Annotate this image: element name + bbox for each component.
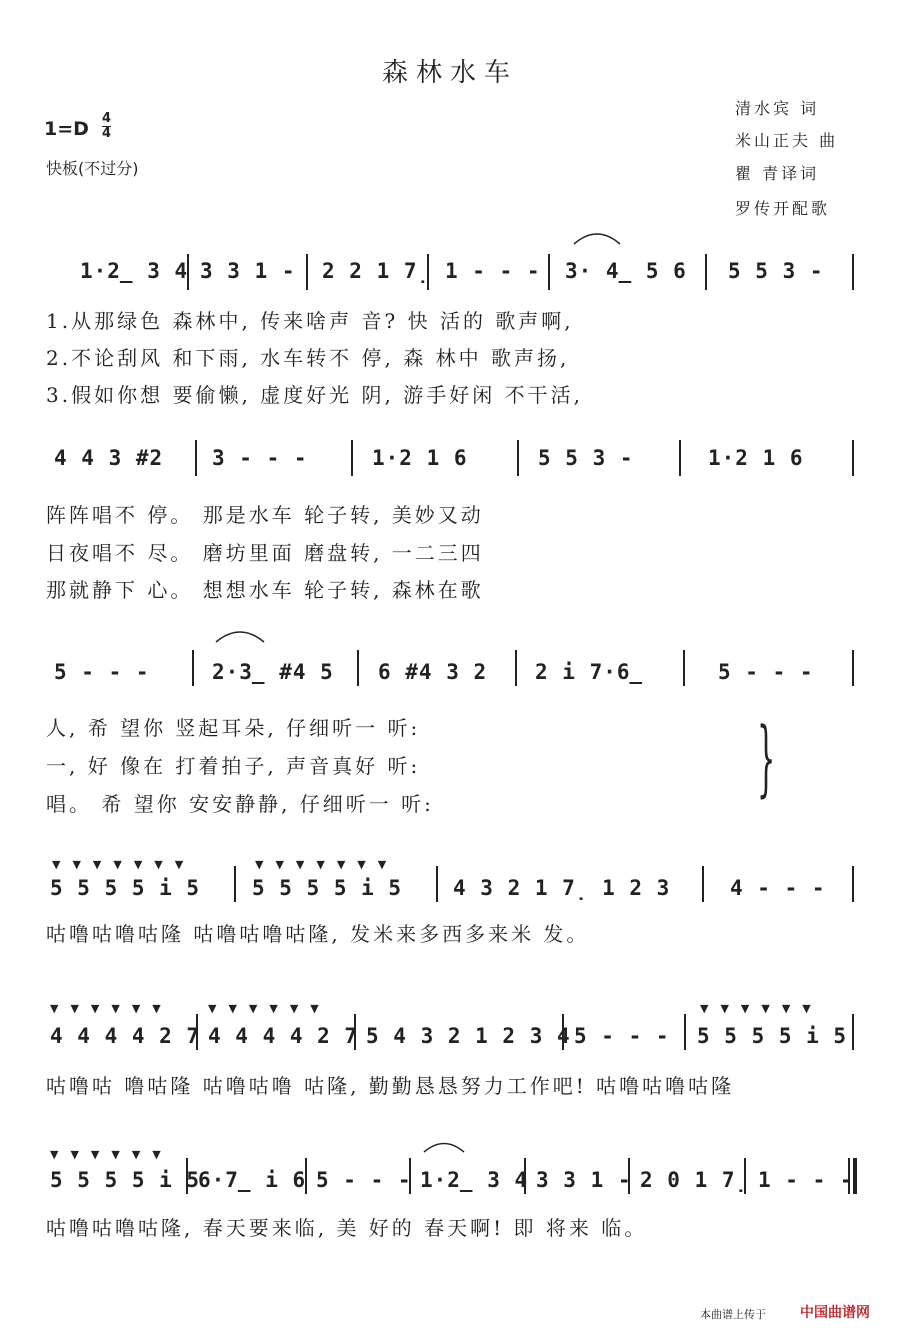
measure: 6·7̲ i 6 xyxy=(198,1168,307,1192)
measure: 1·2̲ 3 4 xyxy=(420,1168,529,1192)
measure: 4 4 4 4 2 7 xyxy=(208,1024,359,1048)
measure: 3 3 1 - xyxy=(200,259,296,283)
lyric-line: 唱。 希 望你 安安静静, 仔细听一 听: xyxy=(46,792,434,816)
measure: 4 4 4 4 2 7 xyxy=(50,1024,201,1048)
measure: 3· 4̲ 5 6 xyxy=(565,259,687,283)
barline xyxy=(351,440,353,476)
measure: 2 i 7·6̲ xyxy=(535,660,644,684)
accent-marks: ▼▼▼▼▼▼ xyxy=(208,1002,331,1015)
barline xyxy=(684,1014,686,1050)
measure: 3 3 1 - xyxy=(536,1168,632,1192)
barline xyxy=(705,254,707,290)
barline xyxy=(852,650,854,686)
barline xyxy=(852,440,854,476)
slur xyxy=(572,230,622,246)
slur xyxy=(422,1140,466,1154)
measure: 2 0 1 7̣ xyxy=(640,1168,749,1192)
verse-brace: } xyxy=(757,711,776,806)
measure: 5 - - - xyxy=(54,660,150,684)
credit-arranger: 罗传开配歌 xyxy=(735,199,831,218)
credit-translator: 瞿 青译词 xyxy=(735,164,820,183)
accent-marks: ▼▼▼▼▼▼ xyxy=(50,1002,173,1015)
barline xyxy=(852,254,854,290)
accent-marks: ▼▼▼▼▼▼▼ xyxy=(255,858,399,871)
barline xyxy=(192,650,194,686)
barline xyxy=(852,866,854,902)
barline xyxy=(548,254,550,290)
barline xyxy=(515,650,517,686)
barline xyxy=(195,440,197,476)
lyric-line: 那就静下 心。 想想水车 轮子转, 森林在歌 xyxy=(46,578,484,602)
measure: 2·3̲ #4 5 xyxy=(212,660,334,684)
time-signature-bottom: 4 xyxy=(102,126,112,141)
barline xyxy=(306,254,308,290)
lyric-line: 2.不论刮风 和下雨, 水车转不 停, 森 林中 歌声扬, xyxy=(46,346,570,370)
lyric-line: 1.从那绿色 森林中, 传来啥声 音? 快 活的 歌声啊, xyxy=(46,309,574,333)
lyric-line: 3.假如你想 要偷懒, 虚度好光 阴, 游手好闲 不干活, xyxy=(46,383,583,407)
time-signature-top: 4 xyxy=(102,111,112,126)
barline xyxy=(702,866,704,902)
measure: 1·2 1 6 xyxy=(372,446,468,470)
credit-composer: 米山正夫 曲 xyxy=(735,131,839,150)
time-signature xyxy=(102,112,111,141)
lyric-line: 一, 好 像在 打着拍子, 声音真好 听: xyxy=(46,754,421,778)
measure: 4 - - - xyxy=(730,876,826,900)
measure: 3 - - - xyxy=(212,446,308,470)
key-signature: 1=D xyxy=(44,118,89,140)
measure: 4 4 3 #2 xyxy=(54,446,164,470)
measure: 5 5 3 - xyxy=(728,259,824,283)
accent-marks: ▼▼▼▼▼▼ xyxy=(700,1002,823,1015)
barline xyxy=(517,440,519,476)
footer-text: 本曲谱上传于 xyxy=(700,1308,766,1321)
site-logo[interactable]: 中国曲谱网 xyxy=(800,1305,870,1321)
barline xyxy=(357,650,359,686)
lyric-line: 咕噜咕 噜咕隆 咕噜咕噜 咕隆, 勤勤恳恳努力工作吧! 咕噜咕噜咕隆 xyxy=(46,1074,735,1098)
measure: 1 - - - xyxy=(445,259,541,283)
measure: 5 5 5 5 i 5 xyxy=(697,1024,848,1048)
measure: 2 2 1 7̣ xyxy=(322,259,431,283)
lyric-line: 咕噜咕噜咕隆, 春天要来临, 美 好的 春天啊! 即 将来 临。 xyxy=(46,1216,648,1240)
measure: 4 3 2 1 7̣ 1 2 3 xyxy=(453,876,671,900)
lyric-line: 日夜唱不 尽。 磨坊里面 磨盘转, 一二三四 xyxy=(46,541,484,565)
measure: 5 5 5 5 i 5 xyxy=(50,1168,201,1192)
measure: 5 4 3 2 1 2 3 4 xyxy=(366,1024,571,1048)
barline xyxy=(679,440,681,476)
measure: 5 - - - xyxy=(718,660,814,684)
song-title: 森林水车 xyxy=(381,58,518,88)
measure: 5 5 5 5 i 5 xyxy=(50,876,201,900)
tempo-marking: 快板(不过分) xyxy=(46,159,139,178)
lyric-line: 阵阵唱不 停。 那是水车 轮子转, 美妙又动 xyxy=(46,503,484,527)
measure: 1 - - - xyxy=(758,1168,854,1192)
accent-marks: ▼▼▼▼▼▼ xyxy=(50,1148,173,1161)
slur xyxy=(214,628,266,644)
credit-lyricist: 清水宾 词 xyxy=(735,99,820,118)
barline xyxy=(852,1014,854,1050)
measure: 1·2 1 6 xyxy=(708,446,804,470)
measure: 1·2̲ 3 4 xyxy=(80,259,189,283)
measure: 5 - - - xyxy=(316,1168,412,1192)
measure: 5 - - - xyxy=(574,1024,670,1048)
barline xyxy=(234,866,236,902)
lyric-line: 人, 希 望你 竖起耳朵, 仔细听一 听: xyxy=(46,716,421,740)
measure: 6 #4 3 2 xyxy=(378,660,488,684)
barline xyxy=(436,866,438,902)
barline xyxy=(683,650,685,686)
measure: 5 5 3 - xyxy=(538,446,634,470)
accent-marks: ▼▼▼▼▼▼▼ xyxy=(52,858,196,871)
lyric-line: 咕噜咕噜咕隆 咕噜咕噜咕隆, 发米来多西多来米 发。 xyxy=(46,922,590,946)
final-barline xyxy=(853,1158,857,1194)
measure: 5 5 5 5 i 5 xyxy=(252,876,403,900)
